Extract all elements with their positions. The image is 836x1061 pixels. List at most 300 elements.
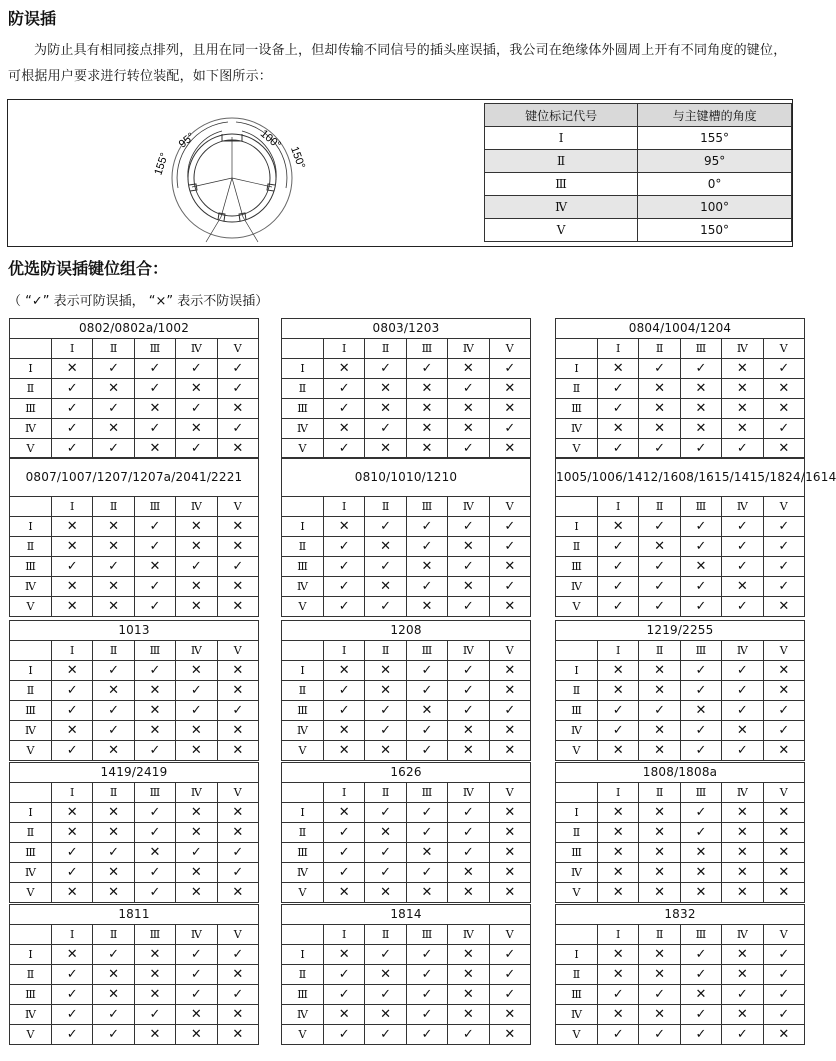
check-mark: ✓ <box>134 661 175 681</box>
row-header: Ⅰ <box>282 661 324 681</box>
row-header: Ⅰ <box>282 803 324 823</box>
check-mark: ✓ <box>448 843 489 863</box>
cross-mark: ✕ <box>93 419 134 439</box>
cross-mark: ✕ <box>763 823 804 843</box>
check-mark: ✓ <box>639 577 680 597</box>
cross-mark: ✕ <box>134 965 175 985</box>
col-header: Ⅳ <box>448 641 489 661</box>
combo-table <box>281 762 531 903</box>
cross-mark: ✕ <box>52 359 93 379</box>
cross-mark: ✕ <box>639 883 680 903</box>
row-header: Ⅱ <box>282 379 324 399</box>
check-mark: ✓ <box>365 863 406 883</box>
check-mark: ✓ <box>52 681 93 701</box>
corner-cell <box>282 783 324 803</box>
cross-mark: ✕ <box>176 1025 217 1045</box>
combo-table <box>9 457 259 617</box>
check-mark: ✓ <box>134 823 175 843</box>
row-header: Ⅰ <box>10 945 52 965</box>
cross-mark: ✕ <box>134 721 175 741</box>
row-header: Ⅴ <box>10 439 52 459</box>
cross-mark: ✕ <box>52 721 93 741</box>
row-header: Ⅲ <box>556 399 598 419</box>
combo-group-name: 0810/1010/1210 <box>282 458 531 497</box>
check-mark: ✓ <box>93 945 134 965</box>
cross-mark: ✕ <box>722 1005 763 1025</box>
col-header: Ⅴ <box>763 783 804 803</box>
row-header: Ⅰ <box>556 803 598 823</box>
cross-mark: ✕ <box>134 945 175 965</box>
col-header: Ⅱ <box>93 497 134 517</box>
cross-mark: ✕ <box>598 843 639 863</box>
cross-mark: ✕ <box>763 843 804 863</box>
check-mark: ✓ <box>176 701 217 721</box>
cross-mark: ✕ <box>93 597 134 617</box>
check-mark: ✓ <box>722 517 763 537</box>
cross-mark: ✕ <box>217 577 258 597</box>
check-mark: ✓ <box>134 597 175 617</box>
check-mark: ✓ <box>134 419 175 439</box>
check-mark: ✓ <box>176 965 217 985</box>
check-mark: ✓ <box>217 359 258 379</box>
check-mark: ✓ <box>448 557 489 577</box>
check-mark: ✓ <box>134 359 175 379</box>
row-header: Ⅱ <box>282 537 324 557</box>
row-header: Ⅱ <box>10 379 52 399</box>
check-mark: ✓ <box>406 741 447 761</box>
check-mark: ✓ <box>324 863 365 883</box>
col-header: Ⅴ <box>217 497 258 517</box>
check-mark: ✓ <box>448 823 489 843</box>
check-mark: ✓ <box>489 359 530 379</box>
cross-mark: ✕ <box>93 823 134 843</box>
check-mark: ✓ <box>406 965 447 985</box>
cross-mark: ✕ <box>598 517 639 537</box>
check-mark: ✓ <box>680 537 721 557</box>
col-header: Ⅰ <box>52 783 93 803</box>
check-mark: ✓ <box>52 379 93 399</box>
cross-mark: ✕ <box>763 439 804 459</box>
cross-mark: ✕ <box>722 823 763 843</box>
check-mark: ✓ <box>176 399 217 419</box>
combo-group-name: 0803/1203 <box>282 319 531 339</box>
cross-mark: ✕ <box>489 1005 530 1025</box>
col-header: Ⅲ <box>406 497 447 517</box>
col-header: Ⅲ <box>134 497 175 517</box>
cross-mark: ✕ <box>176 721 217 741</box>
col-header: Ⅲ <box>406 925 447 945</box>
check-mark: ✓ <box>489 537 530 557</box>
cross-mark: ✕ <box>722 419 763 439</box>
col-header: Ⅴ <box>217 339 258 359</box>
combo-group-name: 1013 <box>10 621 259 641</box>
row-header: Ⅴ <box>556 439 598 459</box>
col-header: Ⅳ <box>176 783 217 803</box>
cross-mark: ✕ <box>722 803 763 823</box>
cross-mark: ✕ <box>365 379 406 399</box>
check-mark: ✓ <box>680 741 721 761</box>
col-header: Ⅰ <box>324 339 365 359</box>
key-angle: 0° <box>638 173 792 196</box>
cross-mark: ✕ <box>722 721 763 741</box>
cross-mark: ✕ <box>598 661 639 681</box>
cross-mark: ✕ <box>176 379 217 399</box>
check-mark: ✓ <box>680 439 721 459</box>
col-header: Ⅲ <box>680 339 721 359</box>
row-header: Ⅳ <box>282 863 324 883</box>
cross-mark: ✕ <box>598 863 639 883</box>
col-header: Ⅰ <box>598 497 639 517</box>
check-mark: ✓ <box>217 945 258 965</box>
col-header: Ⅲ <box>680 497 721 517</box>
cross-mark: ✕ <box>365 681 406 701</box>
cross-mark: ✕ <box>639 741 680 761</box>
cross-mark: ✕ <box>448 863 489 883</box>
col-header: Ⅱ <box>365 641 406 661</box>
cross-mark: ✕ <box>639 863 680 883</box>
col-header: Ⅰ <box>598 339 639 359</box>
corner-cell <box>10 783 52 803</box>
cross-mark: ✕ <box>217 681 258 701</box>
cross-mark: ✕ <box>763 741 804 761</box>
cross-mark: ✕ <box>324 721 365 741</box>
check-mark: ✓ <box>722 537 763 557</box>
combo-group-name: 1419/2419 <box>10 763 259 783</box>
check-mark: ✓ <box>680 1005 721 1025</box>
row-header: Ⅱ <box>10 823 52 843</box>
check-mark: ✓ <box>406 661 447 681</box>
col-header: Ⅴ <box>763 497 804 517</box>
cross-mark: ✕ <box>722 843 763 863</box>
cross-mark: ✕ <box>324 741 365 761</box>
check-mark: ✓ <box>217 419 258 439</box>
row-header: Ⅲ <box>10 399 52 419</box>
cross-mark: ✕ <box>639 537 680 557</box>
cross-mark: ✕ <box>176 803 217 823</box>
check-mark: ✓ <box>639 557 680 577</box>
row-header: Ⅲ <box>556 843 598 863</box>
check-mark: ✓ <box>324 597 365 617</box>
cross-mark: ✕ <box>217 1005 258 1025</box>
check-mark: ✓ <box>365 517 406 537</box>
row-header: Ⅲ <box>10 843 52 863</box>
cross-mark: ✕ <box>406 701 447 721</box>
check-mark: ✓ <box>763 359 804 379</box>
check-mark: ✓ <box>365 359 406 379</box>
cross-mark: ✕ <box>598 883 639 903</box>
cross-mark: ✕ <box>489 721 530 741</box>
cross-mark: ✕ <box>639 399 680 419</box>
col-header: Ⅳ <box>176 339 217 359</box>
cross-mark: ✕ <box>365 661 406 681</box>
check-mark: ✓ <box>134 803 175 823</box>
cross-mark: ✕ <box>217 965 258 985</box>
cross-mark: ✕ <box>406 419 447 439</box>
col-header: Ⅲ <box>680 641 721 661</box>
row-header: Ⅲ <box>556 557 598 577</box>
row-header: Ⅴ <box>282 1025 324 1045</box>
check-mark: ✓ <box>598 537 639 557</box>
cross-mark: ✕ <box>134 1025 175 1045</box>
cross-mark: ✕ <box>722 945 763 965</box>
check-mark: ✓ <box>176 681 217 701</box>
check-mark: ✓ <box>448 517 489 537</box>
check-mark: ✓ <box>365 419 406 439</box>
row-header: Ⅴ <box>282 883 324 903</box>
cross-mark: ✕ <box>722 359 763 379</box>
col-header: Ⅰ <box>324 783 365 803</box>
cross-mark: ✕ <box>406 843 447 863</box>
cross-mark: ✕ <box>365 577 406 597</box>
row-header: Ⅱ <box>10 537 52 557</box>
check-mark: ✓ <box>448 597 489 617</box>
row-header: Ⅲ <box>282 985 324 1005</box>
check-mark: ✓ <box>93 843 134 863</box>
page-title: 防误插 <box>8 9 57 28</box>
cross-mark: ✕ <box>406 557 447 577</box>
col-header: Ⅱ <box>365 339 406 359</box>
check-mark: ✓ <box>52 701 93 721</box>
check-mark: ✓ <box>406 985 447 1005</box>
cross-mark: ✕ <box>176 863 217 883</box>
check-mark: ✓ <box>489 945 530 965</box>
cross-mark: ✕ <box>134 557 175 577</box>
col-header: Ⅳ <box>722 497 763 517</box>
row-header: Ⅰ <box>556 359 598 379</box>
check-mark: ✓ <box>52 965 93 985</box>
check-mark: ✓ <box>598 379 639 399</box>
cross-mark: ✕ <box>93 537 134 557</box>
check-mark: ✓ <box>763 985 804 1005</box>
cross-mark: ✕ <box>365 741 406 761</box>
cross-mark: ✕ <box>406 379 447 399</box>
cross-mark: ✕ <box>52 537 93 557</box>
check-mark: ✓ <box>763 419 804 439</box>
row-header: Ⅲ <box>556 985 598 1005</box>
cross-mark: ✕ <box>93 741 134 761</box>
check-mark: ✓ <box>52 863 93 883</box>
row-header: Ⅰ <box>10 803 52 823</box>
cross-mark: ✕ <box>448 1005 489 1025</box>
cross-mark: ✕ <box>489 681 530 701</box>
check-mark: ✓ <box>365 843 406 863</box>
angle-label-150: 150° <box>288 144 308 171</box>
combo-table <box>555 904 805 1045</box>
cross-mark: ✕ <box>489 823 530 843</box>
cross-mark: ✕ <box>93 577 134 597</box>
cross-mark: ✕ <box>324 359 365 379</box>
row-header: Ⅴ <box>556 597 598 617</box>
check-mark: ✓ <box>217 863 258 883</box>
check-mark: ✓ <box>406 803 447 823</box>
cross-mark: ✕ <box>52 577 93 597</box>
cross-mark: ✕ <box>763 883 804 903</box>
combo-group-name: 1811 <box>10 905 259 925</box>
cross-mark: ✕ <box>680 399 721 419</box>
check-mark: ✓ <box>406 945 447 965</box>
cross-mark: ✕ <box>93 863 134 883</box>
check-mark: ✓ <box>176 557 217 577</box>
combo-group-name: 1808/1808a <box>556 763 805 783</box>
cross-mark: ✕ <box>176 537 217 557</box>
cross-mark: ✕ <box>680 883 721 903</box>
row-header: Ⅳ <box>556 721 598 741</box>
check-mark: ✓ <box>134 517 175 537</box>
cross-mark: ✕ <box>448 985 489 1005</box>
cross-mark: ✕ <box>598 359 639 379</box>
row-header: Ⅴ <box>556 741 598 761</box>
cross-mark: ✕ <box>722 965 763 985</box>
key-code: Ⅳ <box>485 196 638 219</box>
check-mark: ✓ <box>406 1025 447 1045</box>
check-mark: ✓ <box>324 681 365 701</box>
check-mark: ✓ <box>324 1025 365 1045</box>
cross-mark: ✕ <box>489 883 530 903</box>
check-mark: ✓ <box>763 517 804 537</box>
cross-mark: ✕ <box>406 439 447 459</box>
col-header: Ⅱ <box>93 925 134 945</box>
cross-mark: ✕ <box>365 439 406 459</box>
col-header: Ⅴ <box>217 783 258 803</box>
check-mark: ✓ <box>722 597 763 617</box>
check-mark: ✓ <box>93 721 134 741</box>
check-mark: ✓ <box>680 721 721 741</box>
combo-group-name: 1219/2255 <box>556 621 805 641</box>
check-mark: ✓ <box>489 985 530 1005</box>
cross-mark: ✕ <box>217 741 258 761</box>
check-mark: ✓ <box>217 985 258 1005</box>
key-angle: 100° <box>638 196 792 219</box>
row-header: Ⅰ <box>556 661 598 681</box>
cross-mark: ✕ <box>639 803 680 823</box>
check-mark: ✓ <box>324 701 365 721</box>
cross-mark: ✕ <box>365 537 406 557</box>
col-header: Ⅴ <box>489 641 530 661</box>
cross-mark: ✕ <box>489 439 530 459</box>
combo-group-name: 1208 <box>282 621 531 641</box>
check-mark: ✓ <box>680 1025 721 1045</box>
check-mark: ✓ <box>680 965 721 985</box>
cross-mark: ✕ <box>598 1005 639 1025</box>
combo-title: 优选防误插键位组合： <box>8 259 169 278</box>
check-mark: ✓ <box>93 439 134 459</box>
cross-mark: ✕ <box>763 803 804 823</box>
row-header: Ⅳ <box>556 419 598 439</box>
cross-mark: ✕ <box>763 661 804 681</box>
cross-mark: ✕ <box>763 681 804 701</box>
cross-mark: ✕ <box>217 883 258 903</box>
cross-mark: ✕ <box>680 379 721 399</box>
cross-mark: ✕ <box>134 985 175 1005</box>
cross-mark: ✕ <box>217 517 258 537</box>
col-header: Ⅰ <box>324 497 365 517</box>
cross-mark: ✕ <box>489 661 530 681</box>
corner-cell <box>556 339 598 359</box>
check-mark: ✓ <box>134 741 175 761</box>
check-mark: ✓ <box>406 517 447 537</box>
row-header: Ⅱ <box>556 823 598 843</box>
cross-mark: ✕ <box>598 823 639 843</box>
row-header: Ⅲ <box>10 557 52 577</box>
check-mark: ✓ <box>598 721 639 741</box>
cross-mark: ✕ <box>763 399 804 419</box>
check-mark: ✓ <box>489 419 530 439</box>
key-code: Ⅱ <box>485 150 638 173</box>
combo-table <box>281 318 531 459</box>
cross-mark: ✕ <box>324 517 365 537</box>
corner-cell <box>556 641 598 661</box>
check-mark: ✓ <box>406 721 447 741</box>
col-header: Ⅳ <box>722 783 763 803</box>
check-mark: ✓ <box>324 379 365 399</box>
row-header: Ⅴ <box>10 1025 52 1045</box>
check-mark: ✓ <box>680 597 721 617</box>
check-mark: ✓ <box>52 1025 93 1045</box>
check-mark: ✓ <box>324 439 365 459</box>
check-mark: ✓ <box>52 439 93 459</box>
row-header: Ⅱ <box>282 823 324 843</box>
cross-mark: ✕ <box>639 823 680 843</box>
check-mark: ✓ <box>134 1005 175 1025</box>
cross-mark: ✕ <box>52 517 93 537</box>
col-header: Ⅳ <box>448 783 489 803</box>
row-header: Ⅲ <box>556 701 598 721</box>
intro-text: 为防止具有相同接点排列，且用在同一设备上，但却传输不同信号的插头座误插，我公司在绝缘体外圆周上开有不同角度的键位，可根据用户要求进行转位装配，如下图所示： <box>8 43 787 84</box>
check-mark: ✓ <box>722 985 763 1005</box>
check-mark: ✓ <box>680 661 721 681</box>
cross-mark: ✕ <box>680 863 721 883</box>
check-mark: ✓ <box>448 701 489 721</box>
cross-mark: ✕ <box>217 823 258 843</box>
cross-mark: ✕ <box>639 379 680 399</box>
cross-mark: ✕ <box>680 985 721 1005</box>
cross-mark: ✕ <box>217 661 258 681</box>
cross-mark: ✕ <box>680 557 721 577</box>
key-code-header: 键位标记代号 <box>485 104 638 127</box>
check-mark: ✓ <box>406 359 447 379</box>
cross-mark: ✕ <box>52 661 93 681</box>
row-header: Ⅴ <box>556 883 598 903</box>
row-header: Ⅴ <box>556 1025 598 1045</box>
cross-mark: ✕ <box>680 419 721 439</box>
col-header: Ⅲ <box>406 641 447 661</box>
check-mark: ✓ <box>763 577 804 597</box>
cross-mark: ✕ <box>639 681 680 701</box>
check-mark: ✓ <box>406 823 447 843</box>
cross-mark: ✕ <box>722 863 763 883</box>
cross-mark: ✕ <box>365 1005 406 1025</box>
cross-mark: ✕ <box>93 985 134 1005</box>
row-header: Ⅴ <box>282 741 324 761</box>
col-header: Ⅱ <box>93 783 134 803</box>
legend-text: （ “✓” 表示可防误插， “×” 表示不防误插） <box>8 294 269 309</box>
check-mark: ✓ <box>52 399 93 419</box>
check-mark: ✓ <box>365 701 406 721</box>
cross-mark: ✕ <box>598 803 639 823</box>
cross-mark: ✕ <box>217 399 258 419</box>
cross-mark: ✕ <box>598 681 639 701</box>
row-header: Ⅱ <box>282 965 324 985</box>
corner-cell <box>556 925 598 945</box>
row-header: Ⅱ <box>282 681 324 701</box>
combo-group-name: 1832 <box>556 905 805 925</box>
combo-table <box>9 620 259 761</box>
cross-mark: ✕ <box>639 843 680 863</box>
row-header: Ⅳ <box>556 577 598 597</box>
check-mark: ✓ <box>324 537 365 557</box>
row-header: Ⅴ <box>10 597 52 617</box>
cross-mark: ✕ <box>176 1005 217 1025</box>
